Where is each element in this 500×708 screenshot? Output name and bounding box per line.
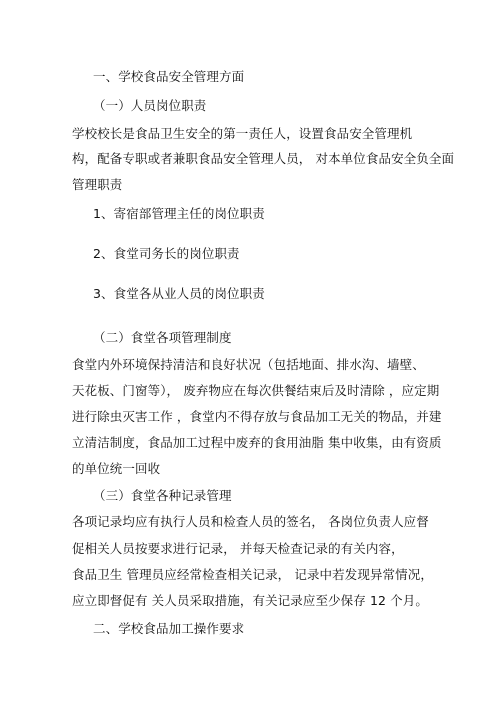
list-item-canteen-staff: 3、食堂各从业人员的岗位职责 bbox=[93, 286, 265, 301]
paragraph-line: 学校校长是食品卫生安全的第一责任人，设置食品安全管理机 bbox=[72, 126, 413, 141]
paragraph-line: 构，配备专职或者兼职食品安全管理人员， 对本单位食品安全负全面 bbox=[72, 151, 455, 166]
paragraph-line: 食堂内外环境保持清洁和良好状况（包括地面、排水沟、墙壁、 bbox=[72, 357, 425, 372]
subheading-staff-duties: （一）人员岗位职责 bbox=[93, 98, 207, 113]
paragraph-line: 管理职责 bbox=[72, 177, 123, 192]
paragraph-line: 应立即督促有 关人员采取措施，有关记录应至少保存 12 个月。 bbox=[72, 593, 428, 608]
list-item-dormitory-director: 1、寄宿部管理主任的岗位职责 bbox=[93, 206, 265, 221]
paragraph-line: 促相关人员按要求进行记录， 并每天检查记录的有关内容， bbox=[72, 541, 404, 556]
paragraph-line: 天花板、门窗等）， 废弃物应在每次供餐结束后及时清除 ，应定期 bbox=[72, 383, 440, 398]
list-item-canteen-manager: 2、食堂司务长的岗位职责 bbox=[93, 246, 240, 261]
subheading-records-management: （三）食堂各种记录管理 bbox=[93, 488, 232, 503]
paragraph-line: 食品卫生 管理员应经常检查相关记录， 记录中若发现异常情况， bbox=[72, 567, 433, 582]
paragraph-line: 立清洁制度，食品加工过程中废弃的食用油脂 集中收集，由有资质 bbox=[72, 435, 442, 450]
paragraph-line: 进行除虫灭害工作 ，食堂内不得存放与食品加工无关的物品，并建 bbox=[72, 409, 442, 424]
section-heading-food-safety-management: 一、学校食品安全管理方面 bbox=[93, 69, 245, 84]
paragraph-line: 各项记录均应有执行人员和检查人员的签名， 各岗位负责人应督 bbox=[72, 514, 429, 529]
paragraph-line: 的单位统一回收 bbox=[72, 461, 161, 476]
subheading-canteen-rules: （二）食堂各项管理制度 bbox=[93, 330, 232, 345]
section-heading-food-processing: 二、学校食品加工操作要求 bbox=[93, 621, 245, 636]
